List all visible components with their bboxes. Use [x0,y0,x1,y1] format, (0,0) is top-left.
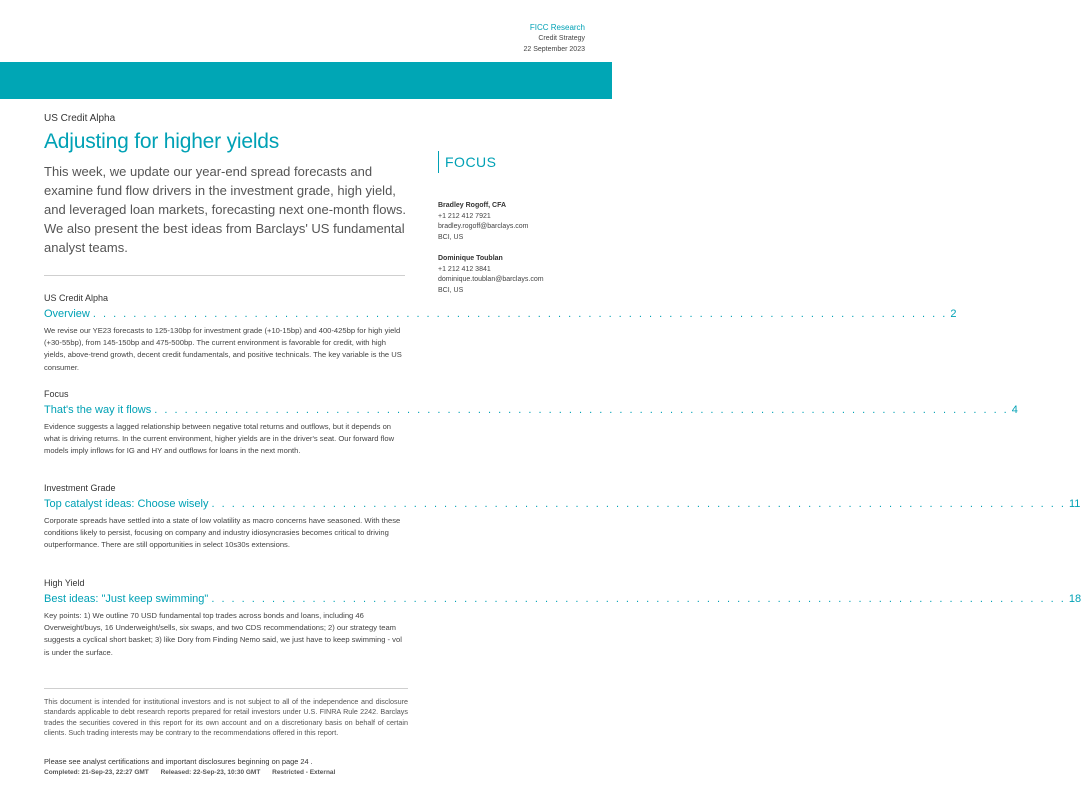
section-summary: We revise our YE23 forecasts to 125-130bp for investment grade (+10-15bp) and 400-425bp for high yield (+30-55bp), from 145-150bp and 475-500bp. The current environment is favorable for credit, with high yields, above-trend growth, decent credit fundamentals, and positive technicals. The key variable is the US consumer. [44,326,402,372]
completed-value: 21-Sep-23, 22:27 GMT [81,769,149,776]
department: FICC Research [529,23,585,32]
section-label: Investment Grade [44,483,116,493]
divider [44,275,405,276]
toc-page-number[interactable]: 4 [1011,404,1018,416]
toc-section [44,293,957,374]
released-label: Released: [160,769,192,776]
toc-leader: . . . . . . . . . . . . . . . . . . . . . . . . . . . . . . . . . . . . . . . . . . . . . . . . . . . . . . . . . . . . . . . . . . . . . . . . . . . . . . . . . . . . . [211,593,1066,605]
report-series: US Credit Alpha [44,113,116,124]
report-title: Adjusting for higher yields [44,130,280,153]
toc-entry[interactable] [44,593,1082,605]
classification: Restricted - External [272,769,336,776]
toc-section [44,389,1018,458]
analyst-phone: +1 212 412 3841 [438,265,491,273]
section-label: High Yield [44,578,85,588]
toc-entry[interactable] [44,498,1081,510]
released-value: 22-Sep-23, 10:30 GMT [193,769,261,776]
toc-page-number[interactable]: 11 [1068,498,1081,510]
analyst-email[interactable]: dominique.toublan@barclays.com [438,276,544,283]
section-summary: Corporate spreads have settled into a state of low volatility as macro concerns have seasoned. With these conditions likely to persist, focusing on company and industry idiosyncrasies becomes critical to driving outperformance. There are still opportunities in select 10s30s extensions. [44,516,401,550]
toc-entry[interactable] [44,308,957,320]
toc-title[interactable]: Best ideas: "Just keep swimming" [44,593,209,605]
section-label: US Credit Alpha [44,293,109,303]
toc-entry[interactable] [44,404,1018,416]
toc-title[interactable]: That's the way it flows [44,404,152,416]
toc-page-number[interactable]: 2 [950,308,957,320]
section-summary: Key points: 1) We outline 70 USD fundamental top trades across bonds and loans, including 46 Overweight/buys, 16 Underweight/sells, six swaps, and two CDS recommendations; 2) our strategy team suggests a cyclical short basket; 3) like Dory from Finding Nemo said, we just have to keep swimming - vol is under the surface. [44,611,402,657]
toc-section [44,578,1082,659]
certification-note: Please see analyst certifications and important disclosures beginning on page 24 . [44,757,313,766]
focus-label: FOCUS [438,151,497,173]
completed-label: Completed: [44,769,80,776]
section-summary: Evidence suggests a lagged relationship between negative total returns and outflows, but it depends on what is driving returns. In the current environment, higher yields are in the driver's seat. Our forward flow models imply inflows for IG and HY and outflows for loans in the next month. [44,422,395,456]
subdepartment: Credit Strategy [538,35,585,42]
toc-section [44,483,1081,552]
toc-leader: . . . . . . . . . . . . . . . . . . . . . . . . . . . . . . . . . . . . . . . . . . . . . . . . . . . . . . . . . . . . . . . . . . . . . . . . . . . . . . . . . . . . . [154,404,1009,416]
report-header [524,22,586,55]
analyst-phone: +1 212 412 7921 [438,212,491,220]
analyst-email[interactable]: bradley.rogoff@barclays.com [438,223,529,230]
analyst-block [438,254,544,296]
section-label: Focus [44,389,69,399]
analyst-name: Dominique Toublan [438,255,503,262]
publish-date: 22 September 2023 [523,46,585,53]
analyst-name: Bradley Rogoff, CFA [438,202,507,209]
analyst-entity: BCI, US [438,286,464,294]
toc-leader: . . . . . . . . . . . . . . . . . . . . . . . . . . . . . . . . . . . . . . . . . . . . . . . . . . . . . . . . . . . . . . . . . . . . . . . . . . . . . . . . . . . . . [211,498,1066,510]
analyst-block [438,201,529,243]
disclaimer-text: This document is intended for institutional investors and is not subject to all of the independence and disclosure standards applicable to debt research reports prepared for retail investors under U.S. FINRA Rule 2242. Barclays trades the securities covered in this report for its own account and on a discretionary basis on behalf of certain clients. Such trading interests may be contrary to the recommendations offered in this report. [44,697,408,737]
toc-title[interactable]: Overview [44,308,90,320]
toc-title[interactable]: Top catalyst ideas: Choose wisely [44,498,209,510]
toc-leader: . . . . . . . . . . . . . . . . . . . . . . . . . . . . . . . . . . . . . . . . . . . . . . . . . . . . . . . . . . . . . . . . . . . . . . . . . . . . . . . . . . . . . [92,308,948,320]
footer-meta [44,769,345,776]
report-subtitle: This week, we update our year-end spread forecasts and examine fund flow drivers in the investment grade, high yield, and leveraged loan markets, forecasting next one-month flows. We also present the best ideas from Barclays' US fundamental analyst teams. [44,164,407,255]
toc-page-number[interactable]: 18 [1068,593,1082,605]
analyst-entity: BCI, US [438,233,464,241]
divider [44,688,408,689]
teal-banner [0,62,612,99]
